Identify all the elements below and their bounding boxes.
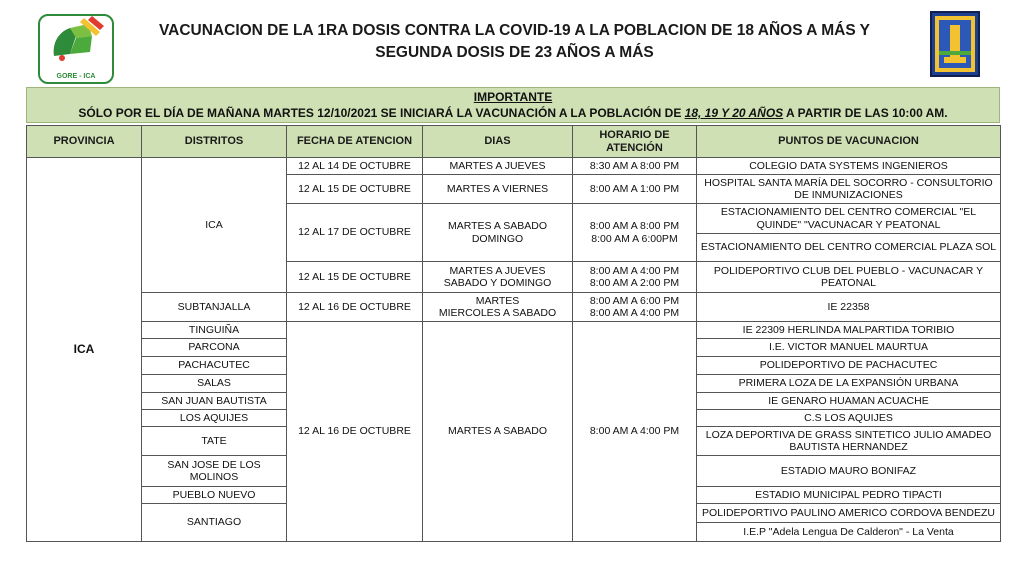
dias-line-1: MARTES A JUEVES bbox=[449, 264, 546, 277]
punto-cell: IE GENARO HUAMAN ACUACHE bbox=[697, 393, 1001, 410]
dias-cell bbox=[423, 293, 573, 322]
page-title bbox=[125, 20, 904, 64]
punto-cell: ESTADIO MUNICIPAL PEDRO TIPACTI bbox=[697, 487, 1001, 504]
horario-line-1: 8:00 AM A 6:00 PM bbox=[589, 294, 680, 307]
distrito-cell: PACHACUTEC bbox=[142, 357, 287, 375]
distrito-cell: SAN JUAN BAUTISTA bbox=[142, 393, 287, 410]
distrito-cell: TINGUIÑA bbox=[142, 322, 287, 339]
horario-cell bbox=[573, 293, 697, 322]
header-provincia: PROVINCIA bbox=[27, 126, 142, 158]
fecha-cell: 12 AL 16 DE OCTUBRE bbox=[287, 322, 423, 542]
dias-line-1: MARTES A SABADO bbox=[447, 220, 547, 232]
table-row bbox=[27, 322, 1001, 339]
punto-cell: PRIMERA LOZA DE LA EXPANSIÓN URBANA bbox=[697, 375, 1001, 393]
punto-cell: IE 22309 HERLINDA MALPARTIDA TORIBIO bbox=[697, 322, 1001, 339]
title-line-2: SEGUNDA DOSIS DE 23 AÑOS A MÁS bbox=[375, 44, 654, 61]
punto-cell: POLIDEPORTIVO PAULINO AMERICO CORDOVA BENDEZU bbox=[697, 504, 1001, 523]
ica-shield-logo bbox=[930, 11, 980, 77]
fecha-cell: 12 AL 15 DE OCTUBRE bbox=[287, 175, 423, 204]
header-distritos: DISTRITOS bbox=[142, 126, 287, 158]
dias-line-1: MARTES bbox=[475, 294, 520, 307]
gore-ica-logo bbox=[38, 14, 114, 84]
horario-line-2: 8:00 AM A 6:00PM bbox=[591, 232, 678, 245]
notice-text-after: A PARTIR DE LAS 10:00 AM. bbox=[783, 106, 948, 120]
fecha-cell: 12 AL 17 DE OCTUBRE bbox=[287, 204, 423, 262]
notice-text bbox=[27, 105, 999, 121]
dias-cell: MARTES A SABADO bbox=[423, 322, 573, 542]
header-horario: HORARIO DE ATENCIÓN bbox=[573, 126, 697, 158]
punto-cell: LOZA DEPORTIVA DE GRASS SINTETICO JULIO AMADEO BAUTISTA HERNANDEZ bbox=[697, 427, 1001, 456]
horario-line-2: 8:00 AM A 4:00 PM bbox=[589, 307, 680, 319]
distrito-cell: LOS AQUIJES bbox=[142, 410, 287, 427]
dias-cell bbox=[423, 204, 573, 262]
header-fecha: FECHA DE ATENCION bbox=[287, 126, 423, 158]
distrito-cell: ICA bbox=[142, 158, 287, 293]
horario-cell: 8:00 AM A 4:00 PM bbox=[573, 322, 697, 542]
distrito-cell: SAN JOSE DE LOS MOLINOS bbox=[142, 456, 287, 487]
punto-cell: IE 22358 bbox=[697, 293, 1001, 322]
vaccination-schedule-table bbox=[26, 125, 1001, 542]
table-row bbox=[27, 293, 1001, 322]
dias-line-2: MIERCOLES A SABADO bbox=[438, 307, 557, 319]
fecha-cell: 12 AL 16 DE OCTUBRE bbox=[287, 293, 423, 322]
punto-cell: I.E.P "Adela Lengua De Calderon" - La Venta bbox=[697, 523, 1001, 542]
horario-line-1: 8:00 AM A 8:00 PM bbox=[589, 220, 680, 232]
fecha-cell: 12 AL 14 DE OCTUBRE bbox=[287, 158, 423, 175]
punto-cell: ESTADIO MAURO BONIFAZ bbox=[697, 456, 1001, 487]
punto-cell: COLEGIO DATA SYSTEMS INGENIEROS bbox=[697, 158, 1001, 175]
table-row bbox=[27, 158, 1001, 175]
horario-cell: 8:00 AM A 1:00 PM bbox=[573, 175, 697, 204]
notice-title: IMPORTANTE bbox=[473, 90, 553, 104]
distrito-cell: SALAS bbox=[142, 375, 287, 393]
dias-line-2: SABADO Y DOMINGO bbox=[443, 277, 552, 289]
distrito-cell: PARCONA bbox=[142, 339, 287, 357]
header bbox=[0, 0, 1024, 84]
fecha-cell: 12 AL 15 DE OCTUBRE bbox=[287, 262, 423, 293]
horario-cell: 8:30 AM A 8:00 PM bbox=[573, 158, 697, 175]
provincia-cell: ICA bbox=[27, 158, 142, 542]
header-puntos: PUNTOS DE VACUNACION bbox=[697, 126, 1001, 158]
punto-cell: ESTACIONAMIENTO DEL CENTRO COMERCIAL PLAZA SOL bbox=[697, 234, 1001, 262]
punto-cell: ESTACIONAMIENTO DEL CENTRO COMERCIAL "EL QUINDE" "VACUNACAR Y PEATONAL bbox=[697, 204, 1001, 234]
notice-text-before: SÓLO POR EL DÍA DE MAÑANA MARTES 12/10/2021 SE INICIARÁ LA VACUNACIÓN A LA POBLACIÓN DE bbox=[78, 106, 685, 120]
gore-ica-emblem-icon bbox=[40, 16, 112, 66]
punto-cell: POLIDEPORTIVO CLUB DEL PUEBLO - VACUNACAR Y PEATONAL bbox=[697, 262, 1001, 293]
dias-cell: MARTES A JUEVES bbox=[423, 158, 573, 175]
shield-icon bbox=[930, 11, 980, 77]
dias-cell: MARTES A VIERNES bbox=[423, 175, 573, 204]
distrito-cell: SANTIAGO bbox=[142, 504, 287, 542]
distrito-cell: TATE bbox=[142, 427, 287, 456]
punto-cell: HOSPITAL SANTA MARÍA DEL SOCORRO - CONSULTORIO DE INMUNIZACIONES bbox=[697, 175, 1001, 204]
title-line-1: VACUNACION DE LA 1RA DOSIS CONTRA LA COVID-19 A LA POBLACION DE 18 AÑOS A MÁS Y bbox=[158, 22, 871, 39]
distrito-cell: SUBTANJALLA bbox=[142, 293, 287, 322]
header-dias: DIAS bbox=[423, 126, 573, 158]
dias-line-2: DOMINGO bbox=[471, 232, 524, 245]
horario-cell bbox=[573, 262, 697, 293]
dias-cell bbox=[423, 262, 573, 293]
horario-line-2: 8:00 AM A 2:00 PM bbox=[589, 277, 680, 289]
table-header-row bbox=[27, 126, 1001, 158]
distrito-cell: PUEBLO NUEVO bbox=[142, 487, 287, 504]
logo-text: GORE - ICA bbox=[56, 73, 96, 80]
horario-cell bbox=[573, 204, 697, 262]
important-notice bbox=[26, 87, 1000, 123]
punto-cell: C.S LOS AQUIJES bbox=[697, 410, 1001, 427]
punto-cell: POLIDEPORTIVO DE PACHACUTEC bbox=[697, 357, 1001, 375]
punto-cell: I.E. VICTOR MANUEL MAURTUA bbox=[697, 339, 1001, 357]
horario-line-1: 8:00 AM A 4:00 PM bbox=[589, 264, 680, 277]
notice-ages: 18, 19 Y 20 AÑOS bbox=[684, 106, 784, 120]
